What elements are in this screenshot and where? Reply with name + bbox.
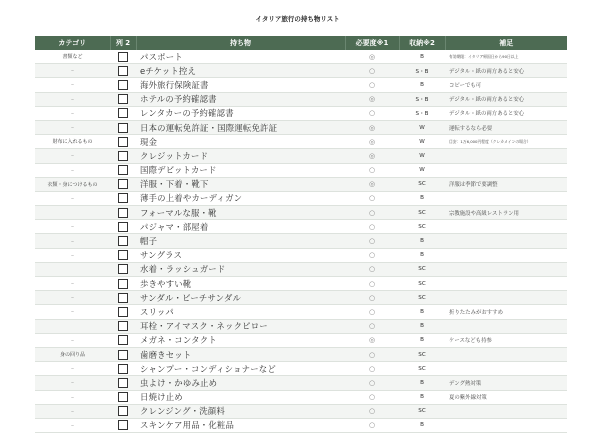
need-level-cell[interactable]: ○ [345,234,399,248]
need-level-cell[interactable]: ○ [345,418,399,432]
category-cell: – [35,92,110,106]
table-row [35,64,567,78]
table-row [35,234,567,248]
note-cell[interactable] [445,404,567,418]
storage-cell[interactable]: SC [399,347,445,361]
table-row [35,163,567,177]
table-body [35,50,567,433]
need-level-cell[interactable]: ○ [345,220,399,234]
table-row [35,404,567,418]
category-cell: 書類など [35,50,110,64]
table-row [35,362,567,376]
need-level-cell[interactable]: ◎ [345,50,399,64]
item-cell[interactable]: 洋服・下着・靴下 [136,177,345,191]
packed-checkbox[interactable] [118,335,128,345]
packed-checkbox[interactable] [118,293,128,303]
note-cell[interactable] [445,319,567,333]
checkbox-cell [110,248,136,262]
note-cell[interactable]: 目安：1万6,000円程度（クレカメインの場合） [445,135,567,149]
note-cell[interactable]: デジタル・紙の両方あると安心 [445,64,567,78]
table-row [35,106,567,120]
category-cell [35,319,110,333]
note-cell[interactable]: 洋服は季節で要調整 [445,177,567,191]
category-cell: – [35,277,110,291]
storage-cell[interactable]: SC [399,362,445,376]
table-row [35,418,567,432]
checkbox-cell [110,206,136,220]
storage-cell[interactable]: SC [399,404,445,418]
checkbox-cell [110,262,136,276]
checkbox-cell [110,163,136,177]
category-cell: – [35,234,110,248]
item-cell[interactable]: スリッパ [136,305,345,319]
packed-checkbox[interactable] [118,94,128,104]
checkbox-cell [110,418,136,432]
storage-cell[interactable]: W [399,135,445,149]
table-row [35,390,567,404]
category-cell [35,262,110,276]
packed-checkbox[interactable] [118,307,128,317]
note-cell[interactable]: 宗教施設や高級レストラン用 [445,206,567,220]
page-title: イタリア旅行の持ち物リスト [255,15,340,23]
category-cell: 身の回り品 [35,347,110,361]
storage-cell[interactable]: B [399,319,445,333]
packed-checkbox[interactable] [118,378,128,388]
table-row [35,135,567,149]
item-cell[interactable]: クレンジング・洗顔料 [136,404,345,418]
note-cell[interactable]: デジタル・紙の両方あると安心 [445,92,567,106]
table-row [35,220,567,234]
category-cell: – [35,390,110,404]
checkbox-cell [110,390,136,404]
packed-checkbox[interactable] [118,193,128,203]
packed-checkbox[interactable] [118,123,128,133]
item-cell[interactable]: サンダル・ビーチサンダル [136,291,345,305]
packed-checkbox[interactable] [118,80,128,90]
item-cell[interactable]: クレジットカード [136,149,345,163]
note-cell[interactable]: ケースなども持参 [445,333,567,347]
storage-cell[interactable]: B [399,376,445,390]
item-cell[interactable]: 現金 [136,135,345,149]
need-level-cell[interactable]: ○ [345,106,399,120]
item-cell[interactable]: 歩きやすい靴 [136,277,345,291]
item-cell[interactable]: 国際デビットカード [136,163,345,177]
packed-checkbox[interactable] [118,321,128,331]
note-cell[interactable]: 折りたたみがおすすめ [445,305,567,319]
table-row [35,177,567,191]
note-cell[interactable]: デング熱対策 [445,376,567,390]
item-cell[interactable]: 水着・ラッシュガード [136,262,345,276]
storage-cell[interactable]: B [399,333,445,347]
note-cell[interactable] [445,248,567,262]
note-cell[interactable] [445,234,567,248]
note-cell[interactable] [445,262,567,276]
table-row [35,92,567,106]
category-cell: – [35,191,110,205]
category-cell: – [35,248,110,262]
storage-cell[interactable]: B [399,191,445,205]
need-level-cell[interactable]: ○ [345,277,399,291]
need-level-cell[interactable]: ○ [345,319,399,333]
note-cell[interactable] [445,191,567,205]
packed-checkbox[interactable] [118,350,128,360]
checkbox-cell [110,191,136,205]
table-row [35,120,567,134]
storage-cell[interactable]: B [399,248,445,262]
checkbox-cell [110,376,136,390]
storage-cell[interactable]: SC [399,291,445,305]
need-level-cell[interactable]: ◎ [345,120,399,134]
need-level-cell[interactable]: ○ [345,376,399,390]
checkbox-cell [110,277,136,291]
packed-checkbox[interactable] [118,151,128,161]
storage-cell[interactable]: B [399,50,445,64]
storage-cell[interactable]: SC [399,206,445,220]
storage-cell[interactable]: W [399,163,445,177]
category-cell: 財布に入れるもの [35,135,110,149]
item-cell[interactable]: 帽子 [136,234,345,248]
item-cell[interactable]: レンタカーの予約確認書 [136,106,345,120]
category-cell: – [35,291,110,305]
need-level-cell[interactable]: ○ [345,78,399,92]
header-need[interactable]: 必要度※1 [345,36,399,50]
table-row [35,262,567,276]
storage-cell[interactable]: B [399,78,445,92]
item-cell[interactable]: スキンケア用品・化粧品 [136,418,345,432]
need-level-cell[interactable]: ○ [345,404,399,418]
checkbox-cell [110,220,136,234]
need-level-cell[interactable]: ◎ [345,149,399,163]
header-category[interactable]: カテゴリ [35,36,110,50]
checkbox-cell [110,120,136,134]
need-level-cell[interactable]: ○ [345,206,399,220]
note-cell[interactable] [445,362,567,376]
checkbox-cell [110,305,136,319]
note-cell[interactable]: コピーでも可 [445,78,567,92]
checkbox-cell [110,106,136,120]
need-level-cell[interactable]: ◎ [345,135,399,149]
packed-checkbox[interactable] [118,165,128,175]
table-row [35,347,567,361]
checkbox-cell [110,333,136,347]
checkbox-cell [110,78,136,92]
note-cell[interactable] [445,163,567,177]
checkbox-cell [110,177,136,191]
storage-cell[interactable]: S・B [399,92,445,106]
need-level-cell[interactable]: ○ [345,347,399,361]
packing-list-table [35,36,567,433]
table-row [35,376,567,390]
need-level-cell[interactable]: ○ [345,291,399,305]
table-header [35,36,567,50]
item-cell[interactable]: 海外旅行保険証書 [136,78,345,92]
packed-checkbox[interactable] [118,406,128,416]
table-row [35,149,567,163]
need-level-cell[interactable]: ○ [345,163,399,177]
item-cell[interactable]: サングラス [136,248,345,262]
storage-cell[interactable]: B [399,418,445,432]
packed-checkbox[interactable] [118,264,128,274]
note-cell[interactable] [445,291,567,305]
item-cell[interactable]: 日本の運転免許証・国際運転免許証 [136,120,345,134]
category-cell: – [35,120,110,134]
item-cell[interactable]: メガネ・コンタクト [136,333,345,347]
need-level-cell[interactable]: ○ [345,248,399,262]
storage-cell[interactable]: SC [399,262,445,276]
packed-checkbox[interactable] [118,250,128,260]
item-cell[interactable]: 薄手の上着やカーディガン [136,191,345,205]
category-cell: – [35,163,110,177]
category-cell: – [35,376,110,390]
item-cell[interactable]: シャンプー・コンディショナーなど [136,362,345,376]
category-cell: – [35,106,110,120]
table-row [35,319,567,333]
note-cell[interactable] [445,347,567,361]
category-cell: – [35,362,110,376]
checkbox-cell [110,149,136,163]
note-cell[interactable] [445,149,567,163]
packed-checkbox[interactable] [118,420,128,430]
storage-cell[interactable]: W [399,120,445,134]
item-cell[interactable]: 虫よけ・かゆみ止め [136,376,345,390]
need-level-cell[interactable]: ◎ [345,177,399,191]
checkbox-cell [110,92,136,106]
table-row [35,191,567,205]
checkbox-cell [110,404,136,418]
storage-cell[interactable]: SC [399,177,445,191]
need-level-cell[interactable]: ○ [345,390,399,404]
table-row [35,277,567,291]
category-cell: – [35,220,110,234]
checkbox-cell [110,319,136,333]
note-cell[interactable]: 有効期限：イタリア帰国日から90日以上 [445,50,567,64]
category-cell: 衣類・身につけるもの [35,177,110,191]
packed-checkbox[interactable] [118,179,128,189]
item-cell[interactable]: パジャマ・部屋着 [136,220,345,234]
item-cell[interactable]: パスポート [136,50,345,64]
storage-cell[interactable]: B [399,305,445,319]
packed-checkbox[interactable] [118,52,128,62]
packed-checkbox[interactable] [118,279,128,289]
category-cell: – [35,305,110,319]
item-cell[interactable]: 耳栓・アイマスク・ネックピロー [136,319,345,333]
packed-checkbox[interactable] [118,392,128,402]
packed-checkbox[interactable] [118,66,128,76]
checkbox-cell [110,135,136,149]
category-cell: – [35,418,110,432]
category-cell [35,206,110,220]
storage-cell[interactable]: B [399,390,445,404]
item-cell[interactable]: 歯磨きセット [136,347,345,361]
need-level-cell[interactable]: ○ [345,262,399,276]
note-cell[interactable] [445,418,567,432]
category-cell: – [35,333,110,347]
need-level-cell[interactable]: ○ [345,362,399,376]
header-note[interactable]: 補足 [445,36,567,50]
note-cell[interactable]: 運転するなら必要 [445,120,567,134]
item-cell[interactable]: ホテルの予約確認書 [136,92,345,106]
packed-checkbox[interactable] [118,364,128,374]
packed-checkbox[interactable] [118,222,128,232]
table-row [35,305,567,319]
table-row [35,248,567,262]
packed-checkbox[interactable] [118,208,128,218]
category-cell: – [35,404,110,418]
storage-cell[interactable]: B [399,234,445,248]
item-cell[interactable]: フォーマルな服・靴 [136,206,345,220]
item-cell[interactable]: eチケット控え [136,64,345,78]
need-level-cell[interactable]: ○ [345,64,399,78]
checkbox-cell [110,347,136,361]
header-check[interactable]: 列 2 [110,36,136,50]
need-level-cell[interactable]: ○ [345,305,399,319]
note-cell[interactable] [445,220,567,234]
category-cell: – [35,64,110,78]
need-level-cell[interactable]: ◎ [345,333,399,347]
checkbox-cell [110,234,136,248]
need-level-cell[interactable]: ○ [345,191,399,205]
packed-checkbox[interactable] [118,236,128,246]
table-row [35,78,567,92]
packed-checkbox[interactable] [118,108,128,118]
category-cell: – [35,149,110,163]
header-store[interactable]: 収納※2 [399,36,445,50]
table-row [35,50,567,64]
note-cell[interactable]: デジタル・紙の両方あると安心 [445,106,567,120]
storage-cell[interactable]: S・B [399,64,445,78]
checkbox-cell [110,362,136,376]
note-cell[interactable] [445,277,567,291]
table-row [35,291,567,305]
category-cell: – [35,78,110,92]
header-item[interactable]: 持ち物 [136,36,345,50]
storage-cell[interactable]: SC [399,220,445,234]
checkbox-cell [110,64,136,78]
item-cell[interactable]: 日焼け止め [136,390,345,404]
storage-cell[interactable]: SC [399,277,445,291]
packed-checkbox[interactable] [118,137,128,147]
need-level-cell[interactable]: ◎ [345,92,399,106]
note-cell[interactable]: 夏の紫外線対策 [445,390,567,404]
storage-cell[interactable]: W [399,149,445,163]
table-row [35,206,567,220]
checkbox-cell [110,50,136,64]
checkbox-cell [110,291,136,305]
table-row [35,333,567,347]
storage-cell[interactable]: S・B [399,106,445,120]
